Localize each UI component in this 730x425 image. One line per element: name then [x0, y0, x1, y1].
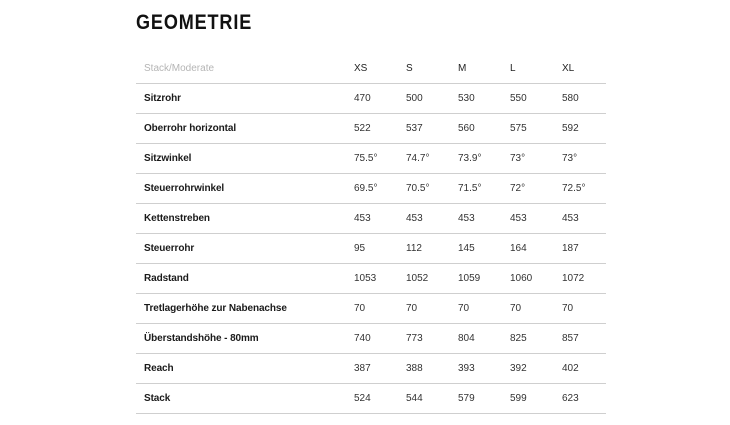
table-cell: 392	[502, 354, 554, 384]
table-cell: 550	[502, 84, 554, 114]
table-cell: 453	[554, 204, 606, 234]
table-cell: 522	[346, 114, 398, 144]
table-cell: 530	[450, 84, 502, 114]
table-header	[136, 54, 606, 84]
table-cell: 70	[346, 294, 398, 324]
size-header-xl: XL	[554, 54, 606, 84]
table-cell: 70	[450, 294, 502, 324]
table-row	[136, 324, 606, 354]
table-cell: 453	[346, 204, 398, 234]
table-cell: 387	[346, 354, 398, 384]
table-row	[136, 234, 606, 264]
table-cell: 579	[450, 384, 502, 414]
table-cell: 599	[502, 384, 554, 414]
page-title: GEOMETRIE	[136, 11, 253, 34]
size-header-l: L	[502, 54, 554, 84]
table-cell: 95	[346, 234, 398, 264]
row-label: Steuerrohrwinkel	[136, 174, 346, 204]
table-cell: 470	[346, 84, 398, 114]
size-header-s: S	[398, 54, 450, 84]
table-cell: 857	[554, 324, 606, 354]
table-cell: 453	[450, 204, 502, 234]
table-cell: 70	[554, 294, 606, 324]
table-cell: 71.5°	[450, 174, 502, 204]
row-label: Reach	[136, 354, 346, 384]
table-row	[136, 84, 606, 114]
row-label: Sitzwinkel	[136, 144, 346, 174]
table-cell: 1059	[450, 264, 502, 294]
table-cell: 70	[502, 294, 554, 324]
table-cell: 73°	[554, 144, 606, 174]
table-cell: 393	[450, 354, 502, 384]
table-row	[136, 264, 606, 294]
table-row	[136, 204, 606, 234]
table-cell: 580	[554, 84, 606, 114]
row-label: Radstand	[136, 264, 346, 294]
table-cell: 825	[502, 324, 554, 354]
table-cell: 388	[398, 354, 450, 384]
row-label: Überstandshöhe - 80mm	[136, 324, 346, 354]
table-cell: 164	[502, 234, 554, 264]
size-header-xs: XS	[346, 54, 398, 84]
table-cell: 70	[398, 294, 450, 324]
table-cell: 70.5°	[398, 174, 450, 204]
table-cell: 69.5°	[346, 174, 398, 204]
table-cell: 804	[450, 324, 502, 354]
table-cell: 453	[502, 204, 554, 234]
table-row	[136, 294, 606, 324]
table-cell: 73°	[502, 144, 554, 174]
table-row	[136, 384, 606, 414]
table-cell: 524	[346, 384, 398, 414]
row-label: Oberrohr horizontal	[136, 114, 346, 144]
row-label: Steuerrohr	[136, 234, 346, 264]
row-label: Tretlagerhöhe zur Nabenachse	[136, 294, 346, 324]
table-cell: 453	[398, 204, 450, 234]
table-cell: 740	[346, 324, 398, 354]
row-label: Stack	[136, 384, 346, 414]
table-cell: 145	[450, 234, 502, 264]
table-cell: 544	[398, 384, 450, 414]
table-cell: 1053	[346, 264, 398, 294]
size-header-m: M	[450, 54, 502, 84]
table-cell: 74.7°	[398, 144, 450, 174]
table-cell: 75.5°	[346, 144, 398, 174]
table-row	[136, 144, 606, 174]
table-cell: 187	[554, 234, 606, 264]
table-cell: 575	[502, 114, 554, 144]
table-cell: 1052	[398, 264, 450, 294]
geometry-table	[136, 54, 606, 414]
table-cell: 72.5°	[554, 174, 606, 204]
table-cell: 560	[450, 114, 502, 144]
row-label: Sitzrohr	[136, 84, 346, 114]
table-cell: 623	[554, 384, 606, 414]
table-cell: 1060	[502, 264, 554, 294]
table-body	[136, 84, 606, 414]
table-cell: 72°	[502, 174, 554, 204]
table-cell: 773	[398, 324, 450, 354]
table-cell: 592	[554, 114, 606, 144]
table-cell: 402	[554, 354, 606, 384]
row-label: Kettenstreben	[136, 204, 346, 234]
header-label: Stack/Moderate	[136, 54, 346, 84]
table-row	[136, 114, 606, 144]
table-row	[136, 174, 606, 204]
table-cell: 73.9°	[450, 144, 502, 174]
table-cell: 537	[398, 114, 450, 144]
table-row	[136, 354, 606, 384]
table-cell: 112	[398, 234, 450, 264]
header-row	[136, 54, 606, 84]
table-cell: 1072	[554, 264, 606, 294]
table-cell: 500	[398, 84, 450, 114]
